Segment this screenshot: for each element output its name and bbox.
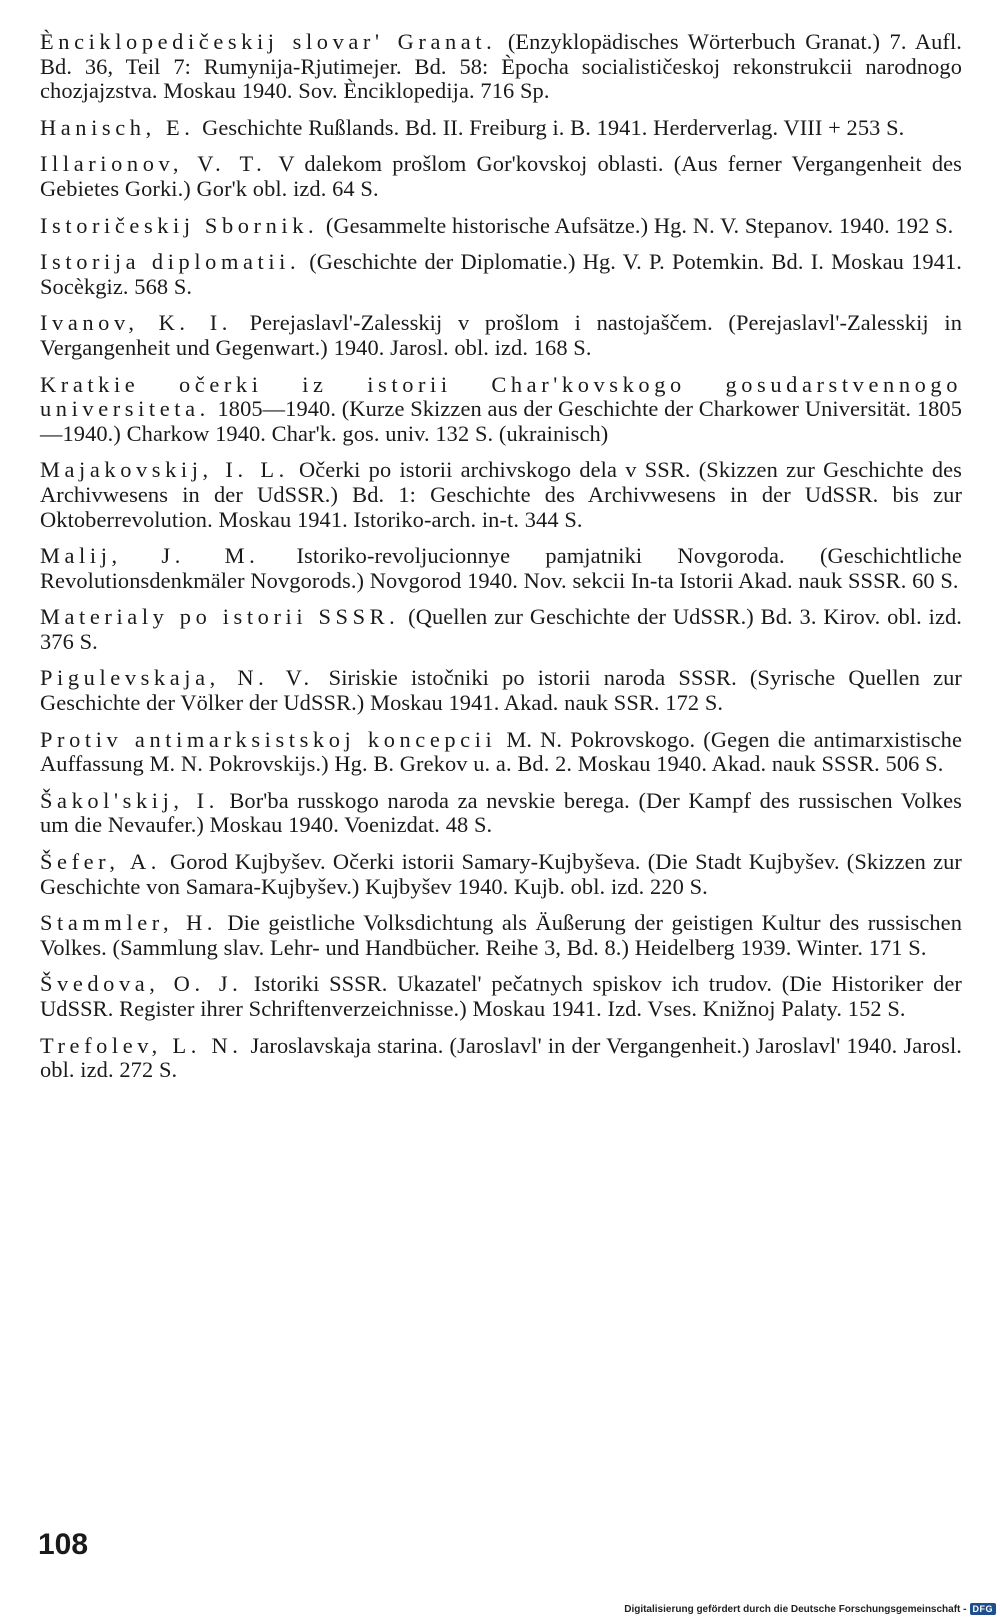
bibliography-entry [40, 972, 962, 1021]
entry-author: Hanisch, E. [40, 114, 195, 140]
bibliography-entry [40, 666, 962, 715]
entry-author: Materialy po istorii SSSR. [40, 604, 400, 630]
bibliography-entry [40, 728, 962, 777]
entry-text: Jaroslavskaja starina. (Jaroslavl' in der Vergangenheit.) Jaroslavl' 1940. Jarosl. obl. izd. 272 S. [40, 1032, 962, 1083]
bibliography-entry [40, 116, 962, 141]
entry-author: Ivanov, K. I. [40, 310, 233, 336]
digitization-footer [624, 1603, 996, 1615]
bibliography-entry [40, 789, 962, 838]
entry-author: Protiv antimarksistskoj koncepcii [40, 726, 497, 752]
entry-text: Perejaslavl'-Zalesskij v prošlom i nastojaščem. (Perejaslavl'-Zalesskij in Vergangenheit und Gegenwart.) 1940. Jarosl. obl. izd. 168 S. [40, 310, 962, 360]
entry-author: Majakovskij, I. L. [40, 457, 289, 483]
bibliography-entry [40, 458, 962, 532]
entry-author: Malij, J. M. [40, 543, 260, 569]
bibliography-entry [40, 250, 962, 299]
entry-author: Švedova, O. J. [40, 971, 243, 997]
bibliography-entry [40, 605, 962, 654]
entry-author: Illarionov, V. T. [40, 151, 267, 177]
entry-author: Šefer, A. [40, 849, 161, 875]
bibliography-entry [40, 214, 962, 239]
entry-text: M. N. Pokrovskogo. (Gegen die antimarxistische Auffassung M. N. Pokrovskijs.) Hg. B. Grekov u. a. Bd. 2. Moskau 1940. Akad. nauk SSSR. 506 S. [40, 726, 962, 777]
entry-text: (Enzyklopädisches Wörterbuch Granat.) 7. Aufl. Bd. 36, Teil 7: Rumynija-Rjutimejer. Bd. 58: Èpocha socialističeskoj rekonstrukcii narodnogo chozjajzstva. Moskau 1940. Sov. Ènciklopedija. 716 Sp. [40, 29, 962, 104]
entry-text: (Quellen zur Geschichte der UdSSR.) Bd. 3. Kirov. obl. izd. 376 S. [40, 604, 962, 654]
entry-author: Kratkie očerki iz istorii Char'kovskogo gosudarstvennogo universiteta. [40, 371, 962, 422]
bibliography-entry [40, 152, 962, 201]
entry-author: Trefolev, L. N. [40, 1032, 243, 1058]
bibliography-entry [40, 311, 962, 360]
bibliography-entry [40, 373, 962, 447]
entry-text: Gorod Kujbyšev. Očerki istorii Samary-Kujbyševa. (Die Stadt Kujbyšev. (Skizzen zur Geschichte von Samara-Kujbyšev.) Kujbyšev 1940. Kujb. obl. izd. 220 S. [40, 849, 962, 899]
page-number: 108 [38, 1528, 89, 1561]
entry-text: Istoriki SSSR. Ukazatel' pečatnych spiskov ich trudov. (Die Historiker der UdSSR. Register ihrer Schriftenverzeichnisse.) Moskau 1941. Izd. Vses. Knižnoj Palaty. 152 S. [40, 971, 962, 1021]
entry-text: Bor'ba russkogo naroda za nevskie berega. (Der Kampf des russischen Volkes um die Nevaufer.) Moskau 1940. Voenizdat. 48 S. [40, 787, 962, 838]
entry-author: Šakol'skij, I. [40, 787, 219, 813]
bibliography-entry [40, 30, 962, 104]
entry-text: Očerki po istorii archivskogo dela v SSR. (Skizzen zur Geschichte des Archivwesens in der UdSSR.) Bd. 1: Geschichte des Archivwesens in der UdSSR. bis zur Oktoberrevolution. Moskau 1941. Istoriko-arch. in-t. 344 S. [40, 457, 962, 532]
bibliography-entry [40, 850, 962, 899]
entry-author: Pigulevskaja, N. V. [40, 665, 314, 691]
entry-author: Istoričeskij Sbornik. [40, 212, 319, 238]
entry-text: 1805—1940. (Kurze Skizzen aus der Geschichte der Charkower Universität. 1805—1940.) Charkow 1940. Char'k. gos. univ. 132 S. (ukrainisch) [40, 396, 962, 446]
entry-author: Istorija diplomatii. [40, 249, 301, 275]
entry-text: Geschichte Rußlands. Bd. II. Freiburg i. B. 1941. Herderverlag. VIII + 253 S. [202, 114, 905, 140]
entry-text: Die geistliche Volksdichtung als Äußerung der geistigen Kultur des russischen Volkes. (Sammlung slav. Lehr- und Handbücher. Reihe 3, Bd. 8.) Heidelberg 1939. Winter. 171 S. [40, 910, 962, 960]
dfg-logo: DFG [970, 1603, 997, 1615]
bibliography-list [40, 30, 962, 1083]
entry-text: (Gesammelte historische Aufsätze.) Hg. N. V. Stepanov. 1940. 192 S. [325, 212, 954, 238]
bibliography-page [40, 30, 962, 1095]
bibliography-entry [40, 911, 962, 960]
bibliography-entry [40, 1034, 962, 1083]
bibliography-entry [40, 544, 962, 593]
entry-text: Istoriko-revoljucionnye pamjatniki Novgoroda. (Geschichtliche Revolutionsdenkmäler Novgorods.) Novgorod 1940. Nov. sekcii In-ta Istorii Akad. nauk SSSR. 60 S. [40, 543, 962, 593]
entry-text: V dalekom prošlom Gor'kovskoj oblasti. (Aus ferner Vergangenheit des Gebietes Gorki.) Gor'k obl. izd. 64 S. [40, 151, 962, 201]
footer-text: Digitalisierung gefördert durch die Deutsche Forschungsgemeinschaft - [624, 1603, 967, 1615]
entry-author: Ènciklopedičeskij slovar' Granat. [40, 29, 497, 54]
entry-text: (Geschichte der Diplomatie.) Hg. V. P. Potemkin. Bd. I. Moskau 1941. Socèkgiz. 568 S. [40, 249, 962, 299]
entry-author: Stammler, H. [40, 910, 218, 936]
entry-text: Siriskie istočniki po istorii naroda SSSR. (Syrische Quellen zur Geschichte der Völker der UdSSR.) Moskau 1941. Akad. nauk SSR. 172 S. [40, 665, 962, 716]
